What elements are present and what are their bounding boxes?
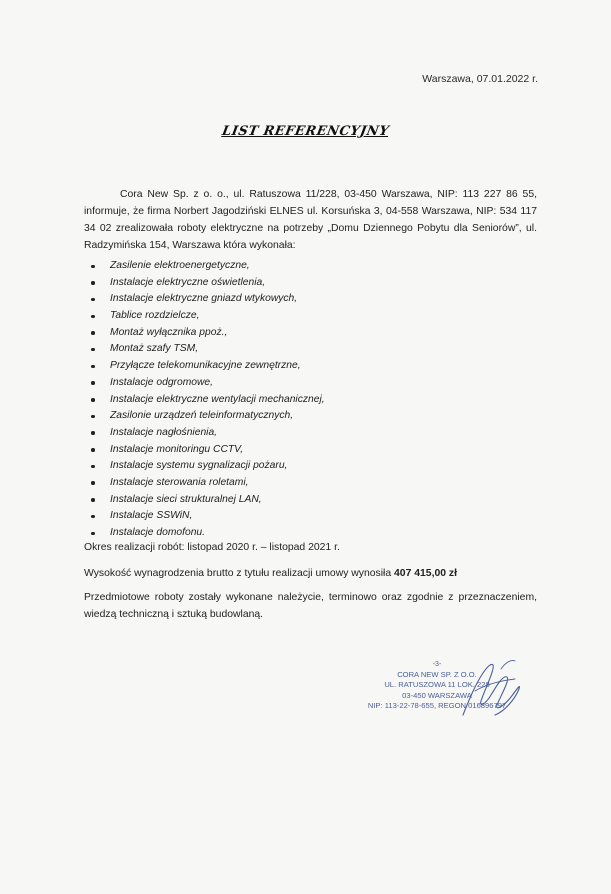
- signature-icon: [455, 655, 530, 720]
- stamp-line: NIP: 113-22-78-655, REGON 016896797: [367, 700, 507, 710]
- stamp-top-mark: -3-: [432, 661, 442, 668]
- remuneration-label: Wysokość wynagrodzenia brutto z tytułu realizacji umowy wynosiła: [84, 568, 395, 579]
- list-item: Instalacje domofonu.: [90, 525, 325, 542]
- letter-date: Warszawa, 07.01.2022 r.: [422, 73, 538, 85]
- list-item: Instalacje elektryczne oświetlenia,: [90, 275, 325, 292]
- list-item: Instalacje odgromowe,: [90, 375, 325, 392]
- letter-title: LIST REFERENCYJNY: [220, 124, 391, 139]
- list-item: Instalacje sieci strukturalnej LAN,: [90, 492, 325, 509]
- realization-period: Okres realizacji robót: listopad 2020 r. – listopad 2021 r.: [84, 542, 340, 553]
- list-item: Instalacje elektryczne wentylacji mechanicznej,: [90, 392, 325, 409]
- stamp-line: 03-450 WARSZAWA: [402, 690, 472, 700]
- list-item: Instalacje elektryczne gniazd wtykowych,: [90, 291, 325, 308]
- stamp-line: UL. RATUSZOWA 11 LOK. 228: [384, 680, 490, 690]
- list-item: Zasilonie urządzeń teleinformatycznych,: [90, 408, 325, 425]
- list-item: Przyłącze telekomunikacyjne zewnętrzne,: [90, 358, 325, 375]
- closing-paragraph: Przedmiotowe roboty zostały wykonane należycie, terminowo oraz zgodnie z przeznaczeniem, wiedzą techniczną i sztuką budowlaną.: [84, 592, 537, 620]
- remuneration-paragraph: [84, 565, 537, 582]
- list-item: Instalacje sterowania roletami,: [90, 475, 325, 492]
- list-item: Tablice rozdzielcze,: [90, 308, 325, 325]
- intro-paragraph: Cora New Sp. z o. o., ul. Ratuszowa 11/228, 03-450 Warszawa, NIP: 113 227 86 55, informuje, że firma Norbert Jagodziński ELNES ul. Korsuńska 3, 04-558 Warszawa, NIP: 534 117 34 02 zrealizowała roboty elektryczne na potrzeby „Domu Dziennego Pobytu dla Seniorów”, ul. Radzymińska 154, Warszawa która wykonała:: [84, 189, 537, 251]
- list-item: Montaż szafy TSM,: [90, 341, 325, 358]
- list-item: Instalacje monitoringu CCTV,: [90, 442, 325, 459]
- remuneration-amount: 407 415,00 zł: [394, 568, 458, 579]
- list-item: Montaż wyłącznika ppoż.,: [90, 325, 325, 342]
- list-item: Zasilenie elektroenergetyczne,: [90, 258, 325, 275]
- list-item: Instalacje SSWiN,: [90, 508, 325, 525]
- list-item: Instalacje systemu sygnalizacji pożaru,: [90, 458, 325, 475]
- stamp-line: CORA NEW SP. Z O.O.: [397, 670, 477, 680]
- list-item: Instalacje nagłośnienia,: [90, 425, 325, 442]
- works-list: [90, 258, 325, 542]
